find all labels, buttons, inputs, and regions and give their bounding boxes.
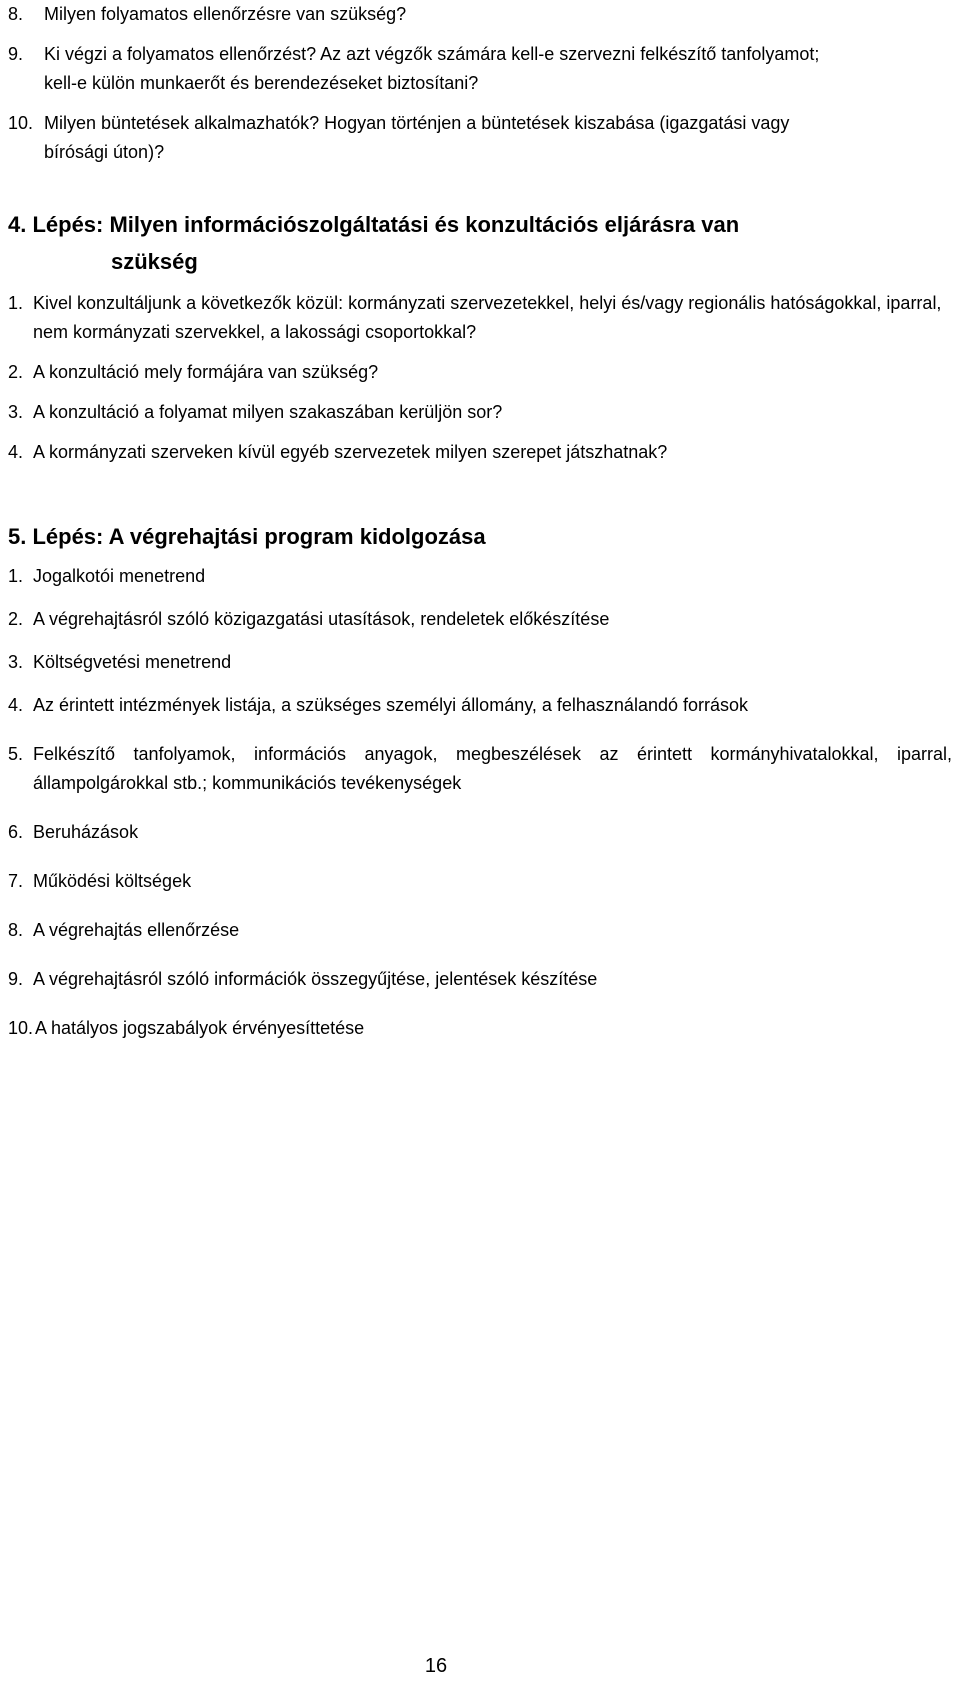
- list-item: [8, 648, 952, 677]
- list-item-text: Működési költségek: [33, 871, 192, 891]
- list-item-text: Jogalkotói menetrend: [33, 566, 206, 586]
- list-item-text: Milyen büntetések alkalmazhatók? Hogyan történjen a büntetések kiszabása (igazgatási vagy bírósági úton)?: [44, 113, 790, 162]
- list-item-number: 2.: [8, 609, 24, 629]
- list-item-text: Milyen folyamatos ellenőrzésre van szükség?: [44, 4, 407, 24]
- list-item-text: A végrehajtás ellenőrzése: [33, 920, 240, 940]
- section-4-heading: [8, 206, 908, 280]
- list-item-text: A hatályos jogszabályok érvényesíttetése: [35, 1018, 365, 1038]
- list-item-number: 2.: [8, 362, 24, 382]
- list-item: [8, 40, 888, 98]
- list-item-text: A kormányzati szerveken kívül egyéb szervezetek milyen szerepet játszhatnak?: [33, 442, 668, 462]
- list-item-text: Kivel konzultáljunk a következők közül: kormányzati szervezetekkel, helyi és/vagy regionális hatóságokkal, iparral, nem kormányzati szervekkel, a lakossági csoportokkal?: [33, 293, 942, 342]
- list-item-text: Ki végzi a folyamatos ellenőrzést? Az azt végzők számára kell-e szervezni felkészítő tanfolyamot; kell-e külön munkaerőt és berendezéseket biztosítani?: [44, 44, 820, 93]
- list-item-number: 10.: [8, 1018, 34, 1038]
- list-item: [8, 867, 952, 896]
- list-item-text: A végrehajtásról szóló információk összegyűjtése, jelentések készítése: [33, 969, 598, 989]
- list-item: [8, 562, 952, 591]
- list-item: [8, 0, 888, 29]
- list-item-text: Beruházások: [33, 822, 139, 842]
- list-item-number: 4.: [8, 442, 24, 462]
- list-item: [8, 289, 952, 347]
- list-item: [8, 438, 952, 467]
- list-item-number: 10.: [8, 113, 34, 133]
- list-item: [8, 916, 952, 945]
- section-4-heading-line2: szükség: [111, 249, 198, 274]
- implementation-program-list: [8, 562, 952, 1043]
- list-item: [8, 398, 952, 427]
- list-item-text: Költségvetési menetrend: [33, 652, 232, 672]
- list-item-text: Felkészítő tanfolyamok, információs anyagok, megbeszélések az érintett kormányhivatalokkal, iparral, állampolgárokkal stb.; kommunikációs tevékenységek: [33, 744, 952, 793]
- list-item: [8, 740, 952, 798]
- question-list-continued: [8, 0, 888, 167]
- list-item-number: 4.: [8, 695, 24, 715]
- list-item-text: A konzultáció a folyamat milyen szakaszában kerüljön sor?: [33, 402, 503, 422]
- list-item-number: 6.: [8, 822, 24, 842]
- section-4-heading-line1: 4. Lépés: Milyen információszolgáltatási és konzultációs eljárásra van: [8, 212, 740, 237]
- list-item: [8, 818, 952, 847]
- list-item-number: 3.: [8, 652, 24, 672]
- list-item: [8, 691, 952, 720]
- list-item-number: 7.: [8, 871, 24, 891]
- list-item-number: 9.: [8, 44, 24, 64]
- list-item-number: 1.: [8, 293, 24, 313]
- list-item: [8, 1014, 952, 1043]
- list-item-number: 8.: [8, 4, 24, 24]
- section-5-heading: 5. Lépés: A végrehajtási program kidolgozása: [8, 524, 486, 549]
- list-item-text: Az érintett intézmények listája, a szükséges személyi állomány, a felhasználandó források: [33, 695, 749, 715]
- list-item: [8, 109, 888, 167]
- page-number: 16: [424, 1655, 448, 1677]
- list-item: [8, 358, 952, 387]
- consultation-question-list: [8, 289, 952, 478]
- list-item-number: 5.: [8, 744, 24, 764]
- list-item-text: A végrehajtásról szóló közigazgatási utasítások, rendeletek előkészítése: [33, 609, 610, 629]
- list-item: [8, 605, 952, 634]
- list-item-number: 9.: [8, 969, 24, 989]
- list-item-number: 3.: [8, 402, 24, 422]
- list-item-number: 8.: [8, 920, 24, 940]
- list-item: [8, 965, 952, 994]
- list-item-number: 1.: [8, 566, 24, 586]
- list-item-text: A konzultáció mely formájára van szükség?: [33, 362, 379, 382]
